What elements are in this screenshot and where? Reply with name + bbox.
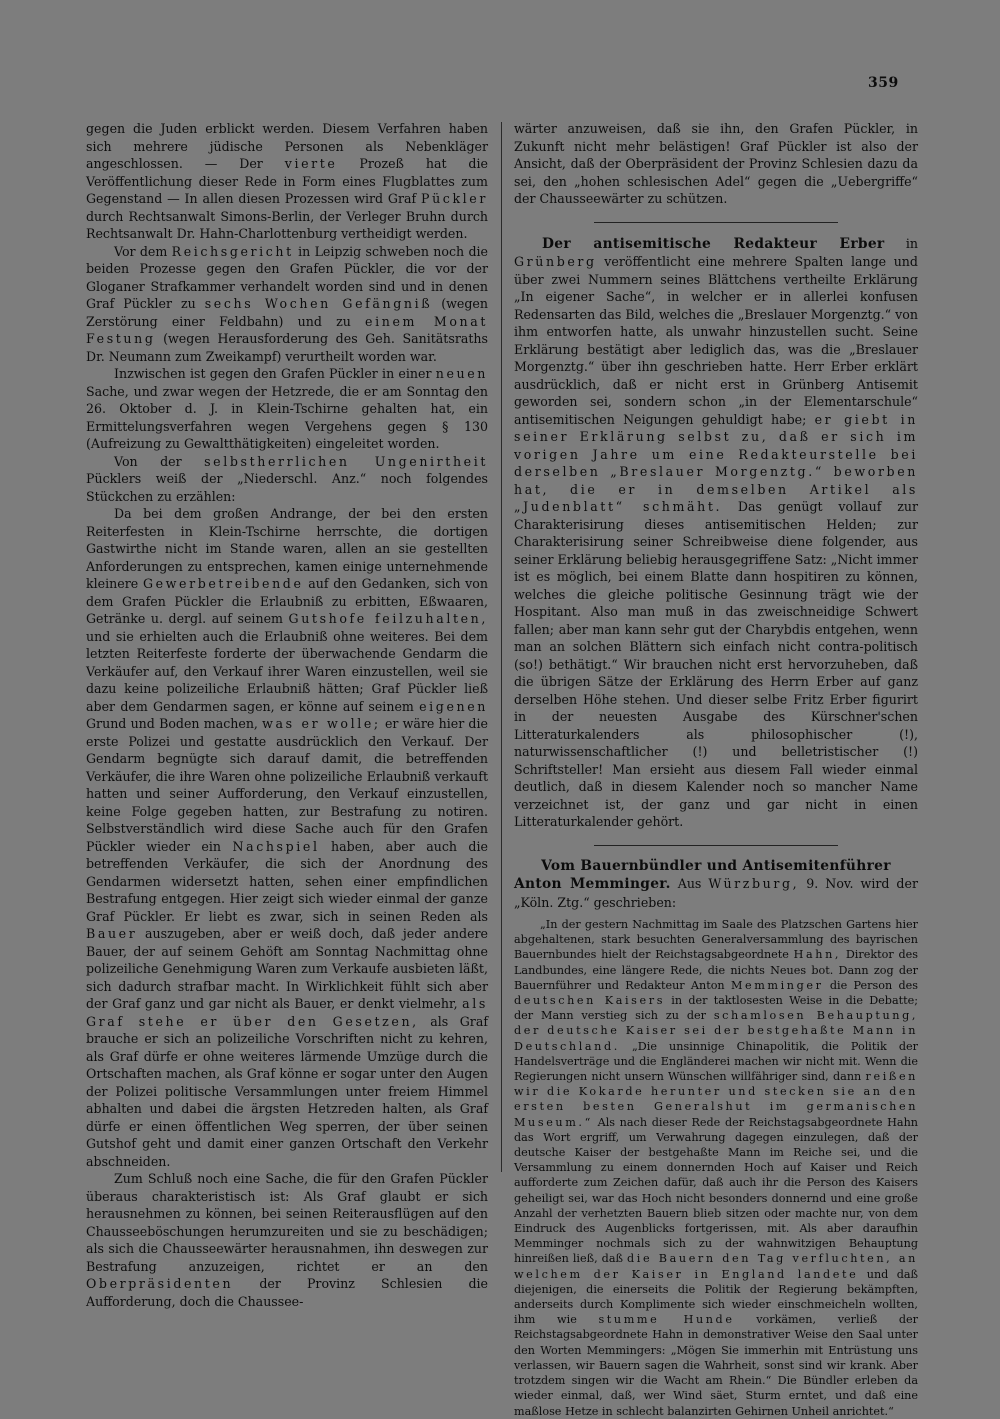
- text: Pücklers weiß der „Niederschl. Anz.“ noch folgendes Stückchen zu erzählen:: [86, 471, 488, 504]
- text: (wegen Zerstörung einer Feldbahn) und zu: [86, 296, 488, 329]
- text: 9. Nov. wird der „Köln. Ztg.“ geschrieben:: [514, 876, 918, 910]
- paragraph-reichsgericht: [86, 243, 488, 366]
- spaced-text: Gutshofe feilzuhalten,: [288, 611, 488, 626]
- spaced-text: Grünberg: [514, 254, 597, 269]
- spaced-text: Reichsgericht: [171, 243, 294, 259]
- spaced-text: Pückler: [421, 191, 488, 206]
- text: auszugeben, aber er weiß doch, daß jeder andere Bauer, der auf seinem Gehöft am Sonntag Nachmittag ohne polizeiliche Genehmigung Waren zum Verkaufe ausbieten läßt, sich dadurch strafbar macht. In Wirklichkeit fühlt sich aber der Graf ganz und gar nicht als Bauer, er denkt vielmehr,: [86, 926, 488, 1011]
- article-heading: Der antisemitische Redakteur Erber: [542, 235, 885, 252]
- text: Grund und Boden machen,: [86, 716, 258, 731]
- text: und daß diejenigen, die einerseits die Politik der Regierung bekämpften, anderseits durch Komplimente sich wieder einschmeicheln wollten, ihm wie: [514, 1267, 918, 1327]
- text: Da bei dem großen Andrange, der bei den ersten Reiterfesten in Klein-Tschirne herrschte, die dortigen Gastwirthe nicht im Stande waren, allen an sie gestellten Anforderungen zu entsprechen, kamen einige unternehmende kleinere: [86, 506, 488, 591]
- quote-paragraph: [514, 917, 918, 1419]
- spaced-text: reißen wir die Kokarde herunter und stecken sie an den ersten besten Generalshut im germanischen Museum.“: [514, 1070, 918, 1129]
- text: Prozeß hat die Veröffentlichung dieser Rede in Form eines Flugblattes zum Gegenstand — In allen diesen Prozessen wird Graf: [86, 156, 488, 206]
- spaced-text: schamlosen Behauptung, der deutsche Kaiser sei der bestgehaßte Mann in Deutschland.: [514, 1009, 918, 1053]
- right-column: [514, 120, 918, 1419]
- text: gegen die Juden erblickt werden. Diesem Verfahren haben sich mehrere jüdische Personen als Nebenkläger angeschlossen. — Der: [86, 121, 488, 171]
- text: „Die unsinnige Chinapolitik, die Politik der Handelsverträge und die Engländerei machen wir nicht mit. Wenn die Regierungen nicht unsern Wünschen willfähriger sind, dann: [514, 1039, 918, 1084]
- article-heading-line: [514, 875, 918, 911]
- spaced-text: Nachspiel: [232, 838, 320, 854]
- text: in: [905, 235, 918, 251]
- spaced-text: Memminger: [730, 978, 824, 992]
- spaced-text: Bauer: [86, 926, 138, 941]
- article-heading: Vom Bauernbündler und Antisemitenführer: [541, 857, 891, 874]
- text: Inzwischen ist gegen den Grafen Pückler in einer: [114, 366, 432, 381]
- section-rule: [594, 845, 838, 846]
- article-memminger: [514, 858, 918, 1419]
- text: und sie erhielten auch die Erlaubniß ohne weiteres. Bei dem letzten Reiterfeste forderte der überwachende Gendarm die Verkäufer auf, den Verkauf ihrer Waren einzustellen, weil sie dazu keine polizeiliche Erlaubniß hätten; Graf Pückler ließ aber dem Gendarmen sagen, er könne auf seinem: [86, 628, 488, 714]
- spaced-text: Gewerbetreibende: [142, 576, 304, 591]
- article-erber: [514, 235, 918, 831]
- spaced-text: selbstherrlichen Ungenirtheit: [204, 453, 488, 469]
- text: Sache, und zwar wegen der Hetzrede, die er am Sonntag den 26. Oktober d. J. in Klein-Tschirne gehalten hat, ein Ermittelungsverfahren wegen Vergehens gegen § 130 (Aufreizung zu Gewaltthätigkeiten) eingeleitet worden.: [86, 383, 488, 451]
- paragraph-continuation: wärter anzuweisen, daß sie ihn, den Grafen Pückler, in Zukunft nicht mehr belästigen! Graf Pückler ist also der Ansicht, daß der Oberpräsident der Provinz Schlesien dazu da sei, den „hohen schlesischen Adel“ gegen die „Uebergriffe“ der Chausseewärter zu schützen.: [514, 121, 918, 206]
- spaced-text: was er wolle;: [262, 716, 381, 731]
- text: Zum Schluß noch eine Sache, die für den Grafen Pückler überaus charakteristisch ist: Als Graf glaubt er sich herausnehmen zu können, bei seinen Reiterausflügen auf den Chausseeböschungen herumzureiten und sie zu beschädigen; als sich die Chausseewärter herausnahmen, ihn deswegen zur Bestrafung anzuzeigen, richtet er an den: [86, 1171, 488, 1274]
- spaced-text: einem Monat Festung: [86, 313, 488, 346]
- spaced-text: neuen: [435, 366, 488, 381]
- text: in Leipzig schweben noch die beiden Prozesse gegen den Grafen Pückler, die vor der Gloganer Strafkammer verhandelt worden sind und in denen Graf Pückler zu: [86, 243, 488, 311]
- spaced-text: Würzburg,: [708, 876, 800, 891]
- paragraph-trial-fourth: [86, 120, 488, 243]
- text: Von der: [114, 453, 182, 469]
- left-column: [86, 120, 488, 1310]
- spaced-text: deutschen Kaisers: [514, 994, 666, 1008]
- column-divider: [501, 122, 502, 1172]
- quoted-report: [514, 917, 918, 1419]
- text: „In der gestern Nachmittag im Saale des Platzschen Gartens hier abgehaltenen, stark besuchten Generalversammlung des bayrischen Bauernbundes hielt der Reichstagsabgeordnete: [514, 918, 918, 962]
- spaced-text: Oberpräsidenten: [86, 1276, 234, 1291]
- spaced-text: eigenen: [419, 698, 488, 714]
- paragraph-ungenirtheit: [86, 453, 488, 506]
- text: als Graf brauche er sich an polizeiliche Vorschriften nicht zu kehren, als Graf dürfe er ohne weiteres lärmende Umzüge durch die Ortschaften machen, als Graf könne er sogar unter den Augen der Polizei politische Versammlungen unter freiem Himmel abhalten und dabei die ärgsten Hetzreden halten, als Graf dürfe er einen öffentlichen Weg sperren, der über seinen Gutshof geht und damit einer ganzen Ortschaft den Verkehr abschneiden.: [86, 1013, 488, 1169]
- text: in der taktlosesten Weise in die Debatte; der Mann verstieg sich zu der: [514, 994, 918, 1023]
- spaced-text: stumme Hunde: [598, 1313, 735, 1327]
- text: der Provinz Schlesien die Aufforderung, doch die Chaussee-: [86, 1276, 488, 1309]
- spaced-text: vierte: [284, 156, 338, 171]
- text: vorkämen, verließ der Reichstagsabgeordnete Hahn in demonstrativer Weise den Saal unter den Worten Memmingers: „Mögen Sie immerhin mit Entrüstung uns verlassen, wir Bauern sagen die Wahrheit, sonst sind wir krank. Aber trotzdem singen wir die Wacht am Rhein.“ Die Bündler erleben da wieder einmal, daß, wer Wind säet, Sturm erntet, und daß eine maßlose Hetze in schlecht balanzirten Gehirnen Unheil anrichtet.“: [514, 1313, 918, 1418]
- article-heading: Anton Memminger.: [514, 876, 671, 892]
- paragraph-chausseewaerter: [86, 1170, 488, 1310]
- page-number: 359: [868, 75, 899, 91]
- spaced-text: Hahn,: [793, 948, 842, 962]
- text: (wegen Herausforderung des Geh. Sanitätsraths Dr. Neumann zum Zweikampf) verurtheilt worden war.: [86, 331, 488, 364]
- text: haben, aber auch die betreffenden Verkäufer, die sich der Anordnung des Gendarmen widersetzt hatten, sehen einer empfindlichen Bestrafung entgegen. Hier zeigt sich wieder einmal der ganze Graf Pückler. Er liebt es zwar, sich in seinen Reden als: [86, 838, 488, 924]
- text: Aus: [677, 876, 702, 891]
- text: die Person des: [829, 978, 918, 992]
- text: Direktor des Landbundes, eine längere Rede, die nichts Neues bot. Dann zog der Bauernführer und Redakteur Anton: [514, 948, 918, 992]
- text: veröffentlicht eine mehrere Spalten lange und über zwei Nummern seines Blättchens vertheilte Erklärung „In eigener Sache“, in welcher er in allerlei konfusen Redensarten das Bild, welches die „Breslauer Morgenztg.“ von ihm entworfen hatte, als unwahr hinzustellen sucht. Seine Erklärung bestätigt aber lediglich das, was die „Breslauer Morgenztg.“ über ihn geschrieben hatte. Herr Erber erklärt ausdrücklich, daß er nicht erst in Grünberg Antisemit geworden sei, sondern schon „in der Elementarschule“ antisemitischen Neigungen gehuldigt habe;: [514, 254, 918, 427]
- paragraph-reiterfeste: [86, 505, 488, 1170]
- text: Das genügt vollauf zur Charakterisirung dieses antisemitischen Helden; zur Charakterisirung seiner Schreibweise diene folgender, aus seiner Erklärung beliebig herausgegriffene Satz: „Nicht immer ist es möglich, bei einem Blatte dann hospitiren zu können, welches die gleiche politische Gesinnung trägt wie der Hospitant. Also man muß in das zweischneidige Schwert fallen; aber man kann sehr gut der Charybdis entgehen, wenn man an solchen Blättern sich einfach nicht contra-politisch (so!) bethätigt.“ Wir brauchen nicht erst hervorzuheben, daß die übrigen Sätze der Erklärung des Herrn Erber auf ganz derselben Höhe stehen. Und dieser selbe Fritz Erber figurirt in der neuesten Ausgabe des Kürschner'schen Litteraturkalenders als philosophischer (!), naturwissenschaftlicher (!) und belletristischer (!) Schriftsteller! Man ersieht aus diesem Fall wieder einmal deutlich, daß in diesem Kalender noch so mancher Name verzeichnet ist, der ganz und gar nicht in einen Litteraturkalender gehört.: [514, 499, 918, 829]
- text: durch Rechtsanwalt Simons-Berlin, der Verleger Bruhn durch Rechtsanwalt Dr. Hahn-Charlottenburg vertheidigt werden.: [86, 208, 488, 241]
- spaced-text: er giebt in seiner Erklärung selbst zu, daß er sich im vorigen Jahre um eine Redakteurstelle bei derselben „Breslauer Morgenztg.“ beworben hat, die er in demselben Artikel als „Judenblatt“ schmäht.: [514, 411, 918, 514]
- text: er wäre hier die erste Polizei und gestatte ausdrücklich den Verkauf. Der Gendarm begnügte sich darauf damit, die betreffenden Verkäufer, die ihre Waren ohne polizeiliche Erlaubniß verkauft hatten und seiner Aufforderung, den Verkauf einzustellen, keine Folge gegeben hatten, zur Bestrafung zu notiren. Selbstverständlich wird diese Sache auch für den Grafen Pückler wieder ein: [86, 716, 488, 854]
- text: Vor dem: [114, 243, 168, 259]
- spaced-text: als Graf stehe er über den Gesetzen,: [86, 996, 488, 1029]
- spaced-text: sechs Wochen Gefängniß: [204, 296, 433, 311]
- text: auf den Gedanken, sich von dem Grafen Pückler die Erlaubniß zu erbitten, Eßwaaren, Getränke u. dergl. auf seinem: [86, 576, 488, 626]
- spaced-text: die Bauern den Tag verfluchten, an welchem der Kaiser in England landete: [514, 1252, 918, 1281]
- section-rule: [594, 222, 838, 223]
- text: Als nach dieser Rede der Reichstagsabgeordnete Hahn das Wort ergriff, um Verwahrung dagegen einzulegen, daß der deutsche Kaiser der bestgehaßte Mann im Reiche sei, und die Versammlung zu einem donnernden Hoch auf Kaiser und Reich aufforderte zum Zeichen dafür, daß auch ihr die Person des Kaisers geheiligt sei, war das Hoch nicht besonders donnernd und eine große Anzahl der verhetzten Bauern blieb sitzen oder machte nur, von dem Eindruck des Augenblicks fortgerissen, mit. Als aber daraufhin Memminger nochmals sich zu der wahnwitzigen Behauptung hinreißen ließ, daß: [514, 1115, 918, 1266]
- paragraph-new-case: [86, 365, 488, 453]
